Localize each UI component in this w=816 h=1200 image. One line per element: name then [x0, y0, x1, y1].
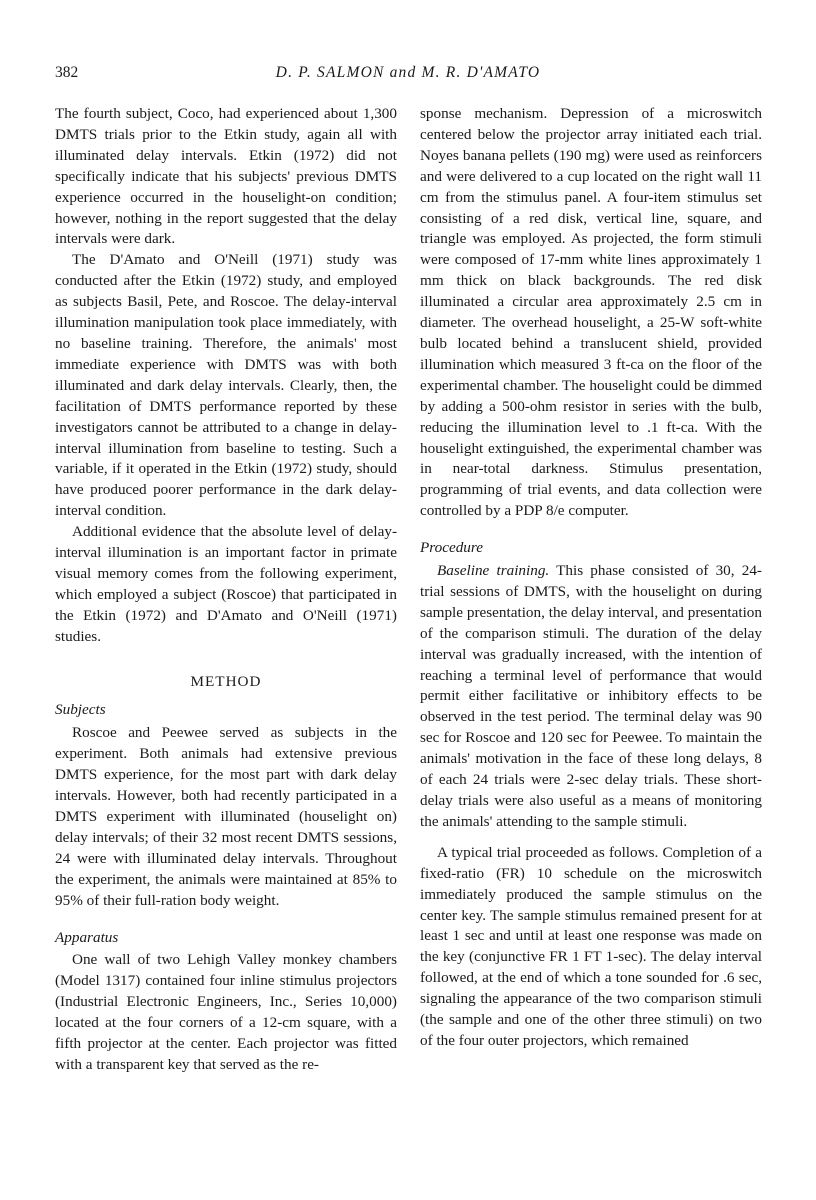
method-heading: METHOD — [190, 672, 262, 690]
left-column — [55, 104, 397, 1076]
baseline-training-text: This phase consisted of 30, 24-trial sessions of DMTS, with the houselight on during sample presentation, the delay interval, and presentation of the comparison stimuli. The duration of the delay interval was gradually increased, with the intention of reaching a terminal level of performance that would permit either facilitative or inhibitory effects to be observed in the test period. The terminal delay was 90 sec for Roscoe and 120 sec for Peewee. To maintain the animals' motivation in the face of these long delays, 8 of each 24 trials were 2-sec delay trials. These short-delay trials were also useful as a means of monitoring the animals' attending to the sample stimuli. — [420, 562, 762, 830]
typical-trial-paragraph: A typical trial proceeded as follows. Completion of a fixed-ratio (FR) 10 schedule on the microswitch immediately produced the sample stimulus on the center key. The sample stimulus remained present for at least 1 sec and until at least one response was made on the key (conjunctive FR 1 FT 1-sec). The delay interval followed, at the end of which a tone sounded for .6 sec, signaling the appearance of the two comparison stimuli (the sample and one of the other three stimuli) on two of the four outer projectors, which remained — [420, 843, 762, 1049]
baseline-training-paragraph — [420, 561, 762, 833]
running-head: D. P. SALMON and M. R. D'AMATO — [275, 64, 541, 81]
paragraph-damato-oneill: The D'Amato and O'Neill (1971) study was conducted after the Etkin (1972) study, and employed as subjects Basil, Pete, and Roscoe. The delay-interval illumination manipulation took place immediately, with no baseline training. Therefore, the animals' most immediate experience with DMTS was with both illuminated and dark delay intervals. Clearly, then, the facilitation of DMTS performance reported by these investigators cannot be attributed to a change in delay-interval illumination from baseline to testing. Such a variable, if it operated in the Etkin (1972) study, should have produced poorer performance in the dark delay-interval condition. — [55, 251, 397, 520]
paragraph-coco: The fourth subject, Coco, had experienced about 1,300 DMTS trials prior to the Etkin study, again all with illuminated delay intervals. Etkin (1972) did not specifically indicate that his subjects' previous DMTS experience occurred in the houselight-on condition; however, nothing in the report suggested that the delay intervals were dark. — [55, 105, 397, 248]
apparatus-heading: Apparatus — [55, 928, 119, 946]
right-column — [420, 104, 762, 1052]
apparatus-paragraph: One wall of two Lehigh Valley monkey chambers (Model 1317) contained four inline stimulus projectors (Industrial Electronic Engineers, Inc., Series 10,000) located at the four corners of a 12-cm square, with a fifth projector at the center. Each projector was fitted with a transparent key that served as the re- — [55, 951, 397, 1073]
page-number: 382 — [55, 64, 79, 81]
paragraph-additional-evidence: Additional evidence that the absolute level of delay-interval illumination is an important factor in primate visual memory comes from the following experiment, which employed a subject (Roscoe) that participated in the Etkin (1972) and D'Amato and O'Neill (1971) studies. — [55, 523, 397, 645]
subjects-paragraph: Roscoe and Peewee served as subjects in the experiment. Both animals had extensive previous DMTS experience, for the most part with dark delay intervals. However, both had recently participated in a DMTS experiment with illuminated (houselight on) delay intervals; of their 32 most recent DMTS sessions, 24 were with illuminated delay intervals. Throughout the experiment, the animals were maintained at 85% to 95% of their full-ration body weight. — [55, 724, 397, 909]
subjects-heading: Subjects — [55, 701, 106, 719]
apparatus-paragraph-continued: sponse mechanism. Depression of a microswitch centered below the projector array initiated each trial. Noyes banana pellets (190 mg) were used as reinforcers and were delivered to a cup located on the right wall 11 cm from the stimulus panel. A four-item stimulus set consisting of a red disk, vertical line, square, and triangle was employed. As projected, the form stimuli were composed of 17-mm white lines approximately 1 mm thick on black backgrounds. The red disk illuminated a circular area approximately 2.5 cm in diameter. The overhead houselight, a 25-W soft-white bulb located behind a translucent shield, provided illumination which measured 3 ft-ca on the floor of the experimental chamber. The houselight could be dimmed by adding a 500-ohm resistor in series with the bulb, reducing the illumination level to .1 ft-ca. With the houselight extinguished, the experimental chamber was in near-total darkness. Stimulus presentation, programming of trial events, and data collection were controlled by a PDP 8/e computer. — [420, 105, 762, 520]
page-header — [55, 64, 761, 88]
baseline-training-runin: Baseline training. — [437, 562, 550, 580]
procedure-heading: Procedure — [420, 539, 483, 557]
